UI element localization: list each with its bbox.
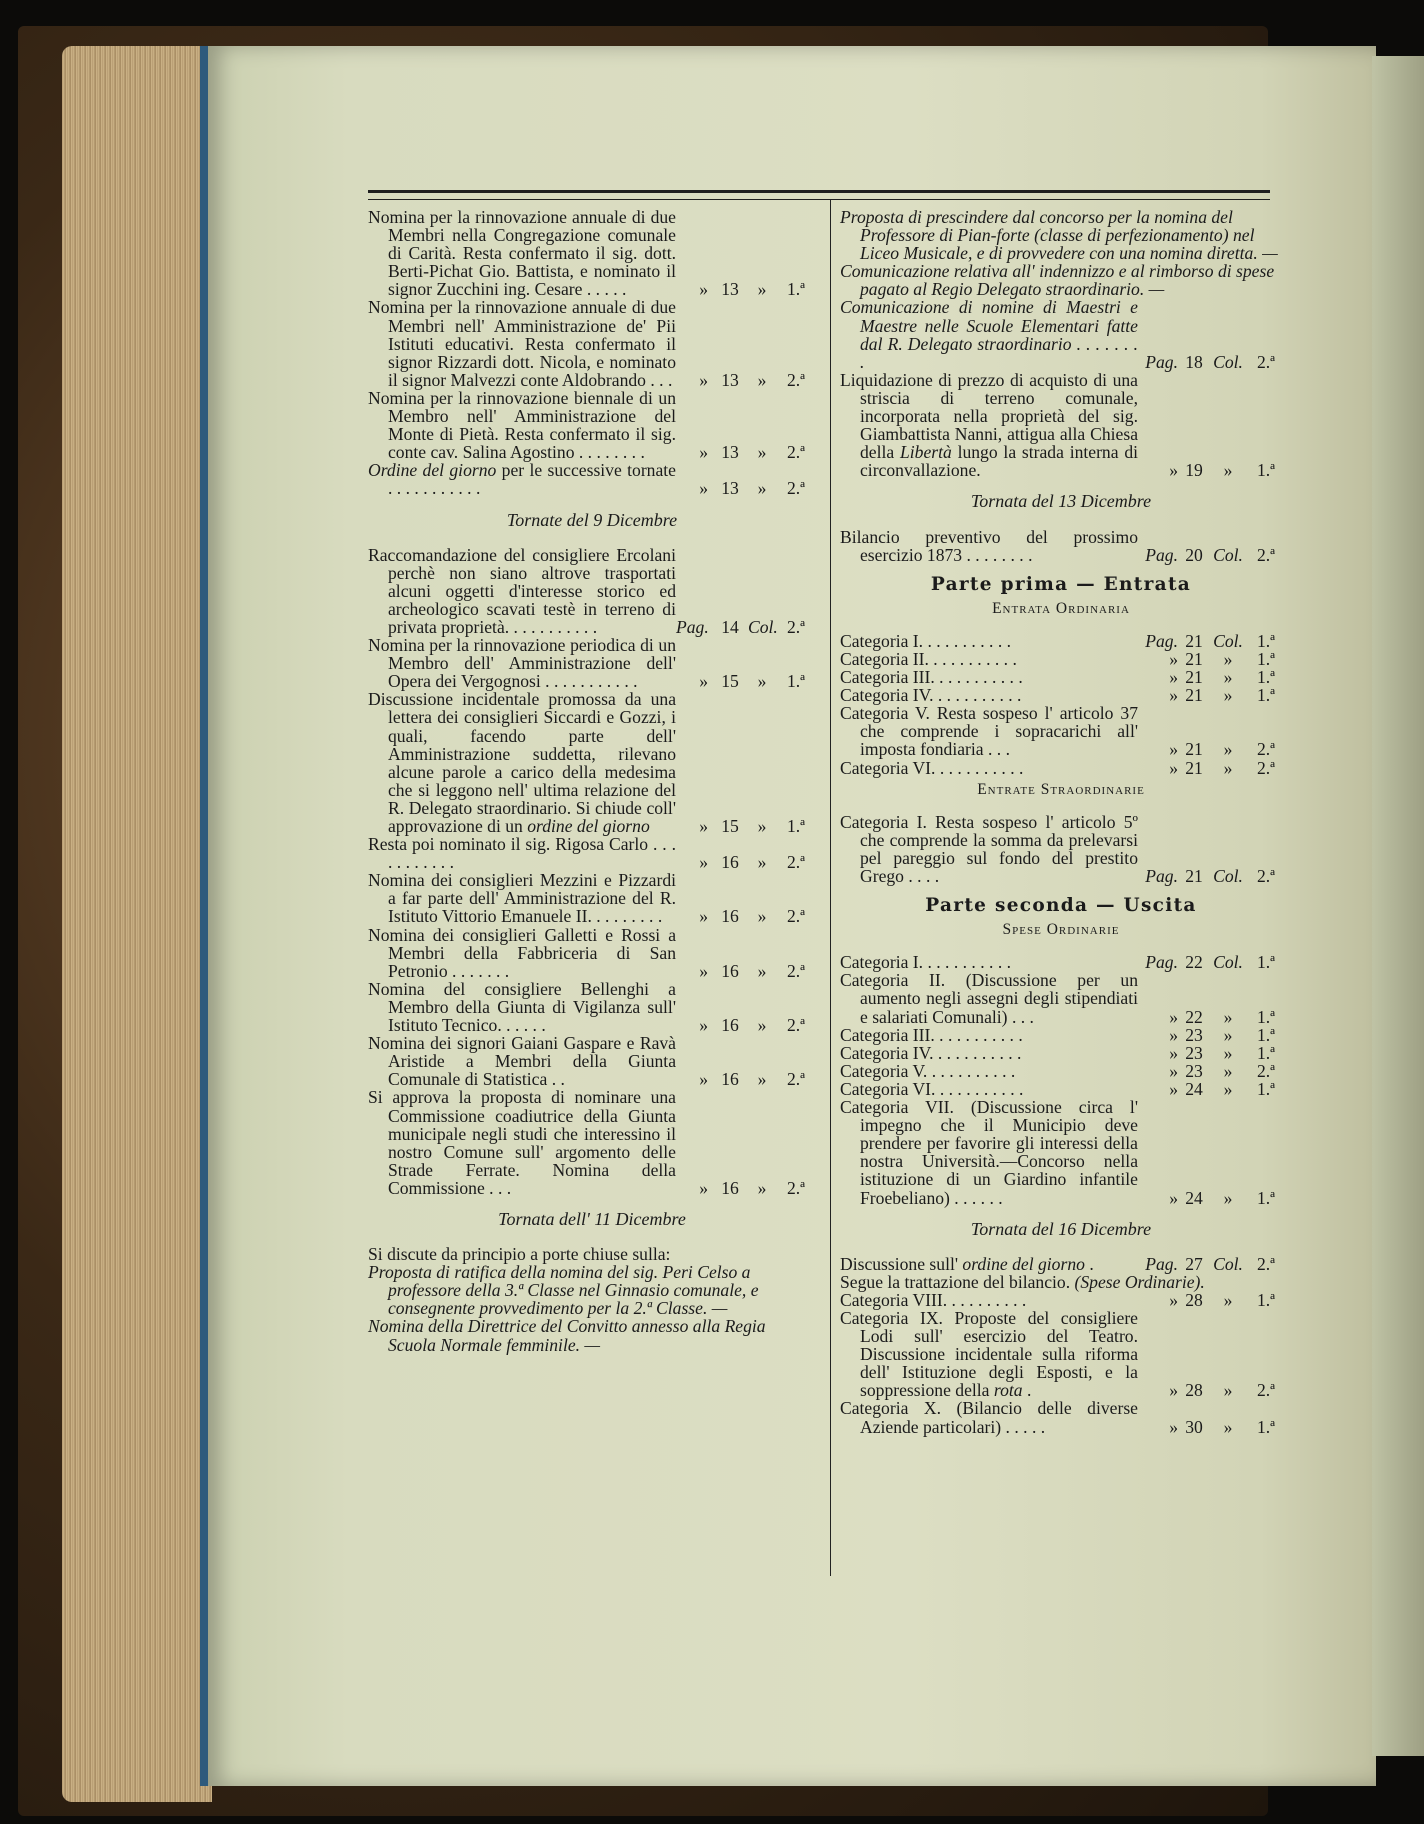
index-entry <box>840 1291 1282 1309</box>
page-number: 22 <box>1185 1006 1203 1027</box>
column-number: 2.ª <box>786 1069 806 1090</box>
column-marker: » <box>1223 1006 1233 1027</box>
column-number: 2.ª <box>1256 866 1276 886</box>
entry-description: Nomina dei consiglieri Galletti e Rossi a Membri della Fabbriceria di San Petronio . . . . . . . <box>368 924 676 981</box>
index-entry <box>368 871 816 925</box>
entry-description-cont: . <box>1022 1380 1032 1401</box>
page-marker: » <box>1169 685 1178 706</box>
column-marker: » <box>757 369 767 390</box>
page-number: 15 <box>721 671 739 692</box>
column-marker: Col. <box>1213 952 1243 973</box>
index-entry <box>840 1309 1282 1399</box>
index-entry <box>840 971 1282 1025</box>
column-number: 2.ª <box>1256 544 1276 565</box>
page-marker: Pag. <box>676 616 709 637</box>
entry-text <box>368 835 676 871</box>
index-entry <box>840 1098 1282 1207</box>
column-number: 1.ª <box>1256 952 1276 973</box>
column-marker: » <box>1223 1024 1233 1045</box>
column-marker: » <box>757 442 767 463</box>
entry-description: Nomina per la rinnovazione biennale di un Membro nell' Amministrazione del Monte di Pietà. Resta confermato il sig. conte cav. Salina Agostino . . . . . . . . <box>368 387 676 463</box>
entry-description-cont: . <box>1084 1253 1094 1274</box>
column-number: 1.ª <box>786 279 806 300</box>
entry-description: Categoria VIII. . . . . . . . . . <box>840 1289 1027 1310</box>
entry-description: Categoria IV. . . . . . . . . . . <box>840 1042 1022 1063</box>
column-marker: » <box>1223 757 1233 778</box>
page-number: 23 <box>1185 1060 1203 1081</box>
index-entry <box>368 461 816 497</box>
column-number: 2.ª <box>1256 351 1276 372</box>
entry-text <box>368 690 676 835</box>
page-marker: » <box>1169 667 1178 688</box>
column-number: 2.ª <box>786 478 806 499</box>
part-heading: Parte seconda — Uscita <box>925 895 1197 917</box>
page-marker: » <box>699 478 708 499</box>
page-marker: » <box>1169 1416 1178 1437</box>
column-marker: » <box>1223 1289 1233 1310</box>
page-marker: » <box>1169 757 1178 778</box>
paragraph-text: Comunicazione relativa all' indennizzo e al rimborso di spese pagato al Regio Delegato straordinario. — <box>840 261 1275 300</box>
page-marker: Pag. <box>1145 544 1178 565</box>
entry-italic-text: ordine del giorno <box>527 816 650 836</box>
session-heading: Tornata del 16 Dicembre <box>970 1218 1152 1239</box>
column-marker: » <box>757 1015 767 1036</box>
page-number: 21 <box>1185 685 1203 706</box>
page-marker: » <box>1169 648 1178 669</box>
entry-description: Categoria V. . . . . . . . . . . <box>840 1060 1016 1081</box>
entry-text <box>840 1062 1138 1080</box>
column-number: 1.ª <box>786 816 806 836</box>
entry-text <box>840 1255 1138 1273</box>
page-number: 21 <box>1185 667 1203 688</box>
entry-description: Categoria III. . . . . . . . . . . <box>840 1024 1023 1045</box>
entry-text <box>840 668 1138 686</box>
index-entry <box>368 980 816 1034</box>
entry-text <box>368 208 676 298</box>
entry-text <box>368 298 676 388</box>
page-marker: » <box>1169 1006 1178 1027</box>
entry-text <box>840 971 1138 1025</box>
column-marker: » <box>757 816 767 836</box>
column-marker: Col. <box>1213 351 1243 372</box>
index-entry <box>840 813 1282 885</box>
entry-text <box>840 632 1138 650</box>
index-paragraph <box>840 208 1282 262</box>
paragraph-text: Proposta di ratifica della nomina del sig. Peri Celso a professore della 3.ª Classe nel Ginnasio comunale, e consegnente provvedimento per la 2.ª Classe. — <box>368 1262 759 1319</box>
page-marker: » <box>1169 1187 1178 1208</box>
paragraph-text: Nomina della Direttrice del Convitto annesso alla Regia Scuola Normale femminile. — <box>368 1316 766 1355</box>
entry-description-cont: lungo la strada interna di circonvallazione. <box>860 442 1139 481</box>
page-marker: » <box>699 816 708 836</box>
index-entry <box>368 690 816 835</box>
index-entry <box>840 1062 1282 1080</box>
page-number: 13 <box>721 369 739 390</box>
column-number: 1.ª <box>1256 1024 1276 1045</box>
page-number: 18 <box>1185 351 1203 372</box>
column-number: 2.ª <box>786 960 806 981</box>
index-entry <box>368 835 816 871</box>
column-marker: » <box>757 671 767 692</box>
page-marker: » <box>1169 739 1178 760</box>
column-marker: » <box>1223 1187 1233 1208</box>
entry-description: Nomina per la rinnovazione periodica di un Membro dell' Amministrazione dell' Opera dei Vergognosi . . . . . . . . . . . <box>368 635 676 692</box>
page-number: 15 <box>721 816 739 836</box>
column-number: 2.ª <box>786 906 806 927</box>
page-marker: » <box>1169 1078 1178 1099</box>
session-heading: Tornate del 9 Dicembre <box>506 509 678 530</box>
page-marker: » <box>1169 460 1178 481</box>
entry-text <box>368 636 676 690</box>
column-marker: » <box>1223 1416 1233 1437</box>
index-entry <box>840 371 1282 480</box>
entry-text <box>840 953 1138 971</box>
part-heading: Parte prima — Entrata <box>930 573 1192 595</box>
index-entry <box>840 528 1282 564</box>
entry-text <box>840 704 1138 758</box>
index-entry <box>840 298 1282 370</box>
index-paragraph <box>368 1263 816 1317</box>
page-number: 16 <box>721 1177 739 1198</box>
page-marker: » <box>1169 1060 1178 1081</box>
index-entry <box>368 208 816 298</box>
page-number: 27 <box>1185 1253 1203 1274</box>
page-number: 23 <box>1185 1042 1203 1063</box>
index-entry <box>840 1044 1282 1062</box>
column-number: 1.ª <box>1256 1416 1276 1437</box>
column-marker: » <box>1223 1042 1233 1063</box>
entry-text <box>840 759 1138 777</box>
column-number: 1.ª <box>1256 1006 1276 1027</box>
entry-description: Categoria VI. . . . . . . . . . . <box>840 1078 1024 1099</box>
index-entry <box>840 632 1282 650</box>
paragraph-italic-text: (Spese Ordinarie). <box>1074 1271 1205 1292</box>
column-number: 1.ª <box>1256 1187 1276 1208</box>
column-marker: » <box>1223 460 1233 481</box>
page-marker: Pag. <box>1145 952 1178 973</box>
index-entry <box>840 668 1282 686</box>
page-marker: » <box>699 671 708 692</box>
column-number: 2.ª <box>1256 1253 1276 1274</box>
entry-text <box>840 1098 1138 1207</box>
entry-description: Categoria IV. . . . . . . . . . . <box>840 685 1022 706</box>
entry-text <box>840 1026 1138 1044</box>
page-number: 16 <box>721 852 739 873</box>
index-column-right <box>840 208 1282 1436</box>
column-number: 1.ª <box>786 671 806 692</box>
entry-text <box>840 528 1138 564</box>
column-marker: » <box>1223 648 1233 669</box>
entry-text <box>840 298 1138 370</box>
entry-description: Categoria VI. . . . . . . . . . . <box>840 757 1024 778</box>
column-marker: » <box>1223 739 1233 760</box>
entry-text <box>840 650 1138 668</box>
column-marker: Col. <box>1213 1253 1243 1274</box>
page-number: 14 <box>721 616 739 637</box>
entry-text <box>840 1291 1138 1309</box>
entry-text <box>840 686 1138 704</box>
column-number: 2.ª <box>1256 1380 1276 1401</box>
page-marker: Pag. <box>1145 351 1178 372</box>
entry-description: Comunicazione di nomine di Maestri e Maestre nelle Scuole Elementari fatte dal R. Delegato straordinario . . . . . . . . <box>840 297 1138 372</box>
page-marker: » <box>699 279 708 300</box>
entry-description: Nomina dei consiglieri Mezzini e Pizzardi a far parte dell' Amministrazione del R. Istituto Vittorio Emanuele II. . . . . . . . . <box>368 870 676 927</box>
column-marker: Col. <box>1213 866 1243 886</box>
paragraph-text: Si discute da principio a porte chiuse sulla: <box>368 1244 671 1265</box>
page-number: 24 <box>1185 1078 1203 1099</box>
section-subheading: Entrate Straordinarie <box>977 780 1145 798</box>
index-entry <box>840 704 1282 758</box>
page-edges <box>62 46 212 1802</box>
column-marker: » <box>1223 667 1233 688</box>
column-marker: » <box>757 478 767 499</box>
index-entry <box>368 389 816 461</box>
entry-description: Categoria VII. (Discussione circa l' impegno che il Municipio deve prendere per favorire gli interessi della nostra Università.—Concorso nella istituzione di un Giardino infantile Froebeliano) . . . . . . <box>840 1097 1138 1208</box>
index-paragraph <box>840 262 1282 298</box>
entry-description: Nomina per la rinnovazione annuale di due Membri nell' Amministrazione de' Pii Istituti educativi. Resta confermato il signor Rizzardi dott. Nicola, e nominato il signor Malvezzi conte Aldobrando . . . <box>368 297 676 390</box>
entry-text <box>368 461 676 497</box>
header-rule <box>368 190 1270 200</box>
index-entry <box>368 636 816 690</box>
entry-italic-text: rota <box>993 1380 1023 1401</box>
session-heading: Tornata del 13 Dicembre <box>970 491 1152 512</box>
column-number: 2.ª <box>786 369 806 390</box>
entry-description: Categoria X. (Bilancio delle diverse Aziende particolari) . . . . . <box>840 1398 1138 1437</box>
entry-description: Categoria I. . . . . . . . . . . <box>840 630 1012 651</box>
page-number: 21 <box>1185 866 1203 886</box>
index-entry <box>368 926 816 980</box>
page-marker: » <box>1169 1289 1178 1310</box>
next-page-edge <box>1372 56 1424 1756</box>
entry-description: Si approva la proposta di nominare una Commissione coadiutrice della Giunta municipale negli studi che interessino il nostro Comune sull' argomento delle Strade Ferrate. Nomina della Commissione . . . <box>368 1087 676 1198</box>
entry-text <box>368 871 676 925</box>
entry-text <box>368 1088 676 1197</box>
page-marker: Pag. <box>1145 866 1178 886</box>
column-marker: Col. <box>1213 630 1243 651</box>
page-marker: » <box>699 906 708 927</box>
column-number: 2.ª <box>1256 1060 1276 1081</box>
page-number: 21 <box>1185 739 1203 760</box>
index-entry <box>368 1088 816 1197</box>
entry-description: Nomina del consigliere Bellenghi a Membro della Giunta di Vigilanza sull' Istituto Tecnico. . . . . . <box>368 978 676 1036</box>
column-number: 2.ª <box>1256 757 1276 778</box>
entry-text <box>840 371 1138 480</box>
entry-description: Categoria II. . . . . . . . . . . <box>840 648 1017 669</box>
section-subheading: Entrata Ordinaria <box>992 599 1130 617</box>
entry-italic-text: ordine del giorno <box>962 1253 1085 1274</box>
entry-description: Categoria IX. Proposte del consigliere Lodi sull' esercizio del Teatro. Discussione incidentale sulla riforma dell' Istituzione degli Esposti, e la soppressione della <box>840 1307 1138 1401</box>
index-paragraph <box>368 1245 816 1263</box>
column-number: 1.ª <box>1256 1078 1276 1099</box>
index-entry <box>368 1034 816 1088</box>
column-marker: » <box>757 1177 767 1198</box>
page-number: 24 <box>1185 1187 1203 1208</box>
entry-text <box>840 813 1138 885</box>
entry-description: Categoria II. (Discussione per un aumento negli assegni degli stipendiati e salariati Comunali) . . . <box>840 970 1138 1027</box>
page-number: 13 <box>721 442 739 463</box>
page-number: 28 <box>1185 1380 1203 1401</box>
entry-description: Resta poi nominato il sig. Rigosa Carlo . . . . . . . . . . . <box>368 834 676 873</box>
entry-description: Categoria V. Resta sospeso l' articolo 37 che comprende i sopracarichi all' imposta fondiaria . . . <box>840 703 1138 760</box>
page-number: 23 <box>1185 1024 1203 1045</box>
page-number: 13 <box>721 279 739 300</box>
column-number: 1.ª <box>1256 1289 1276 1310</box>
index-entry <box>840 650 1282 668</box>
entry-description: Categoria I. . . . . . . . . . . <box>840 952 1012 973</box>
index-entry <box>368 546 816 636</box>
entry-italic-text: Libertà <box>899 442 952 463</box>
column-number: 1.ª <box>1256 667 1276 688</box>
column-marker: » <box>1223 1060 1233 1081</box>
entry-description: Nomina dei signori Gaiani Gaspare e Ravà Aristide a Membri della Giunta Comunale di Statistica . . <box>368 1033 676 1090</box>
column-number: 2.ª <box>786 1015 806 1036</box>
column-marker: » <box>757 279 767 300</box>
entry-text <box>368 980 676 1034</box>
column-marker: » <box>1223 1078 1233 1099</box>
page-number: 20 <box>1185 544 1203 565</box>
column-marker: » <box>1223 1380 1233 1401</box>
paragraph-text: Segue la trattazione del bilancio. <box>840 1271 1071 1292</box>
column-marker: » <box>757 1069 767 1090</box>
page-number: 19 <box>1185 460 1203 481</box>
column-number: 1.ª <box>1256 648 1276 669</box>
page-number: 22 <box>1185 952 1203 973</box>
index-column-left <box>368 208 816 1354</box>
entry-description: Categoria III. . . . . . . . . . . <box>840 667 1023 688</box>
page-number: 21 <box>1185 757 1203 778</box>
entry-text <box>840 1309 1138 1399</box>
page-marker: » <box>699 1015 708 1036</box>
entry-description: Bilancio preventivo del prossimo esercizio 1873 . . . . . . . . <box>840 526 1138 565</box>
index-entry <box>840 1255 1282 1273</box>
page-number: 16 <box>721 906 739 927</box>
page-marker: » <box>699 1069 708 1090</box>
index-entry <box>368 298 816 388</box>
index-entry <box>840 1026 1282 1044</box>
entry-description: Discussione incidentale promossa da una lettera dei consiglieri Siccardi e Gozzi, i quali, facendo parte dell' Amministrazione suddetta, rilevano alcune parole a carico della medesima che si leggono nell' ultima relazione del R. Delegato straordinario. Si chiude coll' approvazione di un <box>368 689 676 836</box>
entry-text <box>840 1080 1138 1098</box>
entry-description: Nomina per la rinnovazione annuale di due Membri nella Congregazione comunale di Carità. Resta confermato il sig. dott. Berti-Pichat Gio. Battista, e nominato il signor Zucchini ing. Cesare . . . . . <box>368 207 676 300</box>
column-number: 2.ª <box>786 616 806 637</box>
page-marker: » <box>699 369 708 390</box>
index-entry <box>840 1080 1282 1098</box>
column-number: 1.ª <box>1256 630 1276 651</box>
entry-text <box>368 389 676 461</box>
page-marker: » <box>1169 1042 1178 1063</box>
paragraph-text: Proposta di prescindere dal concorso per la nomina del Professore di Pian-forte (classe di perfezionamento) nel Liceo Musicale, e di provvedere con una nomina diretta. — <box>840 207 1278 264</box>
page-marker: Pag. <box>1145 630 1178 651</box>
index-entry <box>840 1399 1282 1435</box>
column-number: 2.ª <box>1256 739 1276 760</box>
column-number: 1.ª <box>1256 460 1276 481</box>
page-number: 13 <box>721 478 739 499</box>
index-entry <box>840 759 1282 777</box>
entry-text <box>368 1034 676 1088</box>
page-marker: » <box>699 852 708 873</box>
page-number: 28 <box>1185 1289 1203 1310</box>
entry-text <box>840 1044 1138 1062</box>
entry-description: Discussione sull' <box>840 1253 963 1274</box>
entry-description: Categoria I. Resta sospeso l' articolo 5º che comprende la somma da prelevarsi pel pareggio sul fondo del prestito Grego . . . . <box>840 811 1138 886</box>
column-marker: » <box>757 960 767 981</box>
column-number: 2.ª <box>786 1177 806 1198</box>
column-number: 1.ª <box>1256 1042 1276 1063</box>
index-entry <box>840 686 1282 704</box>
page-number: 16 <box>721 960 739 981</box>
column-marker: Col. <box>1213 544 1243 565</box>
page-marker: » <box>699 960 708 981</box>
page-marker: » <box>1169 1024 1178 1045</box>
index-entry <box>840 953 1282 971</box>
column-marker: » <box>757 906 767 927</box>
page-number: 21 <box>1185 648 1203 669</box>
page-number: 21 <box>1185 630 1203 651</box>
column-number: 1.ª <box>1256 685 1276 706</box>
column-number: 2.ª <box>786 442 806 463</box>
index-paragraph <box>368 1317 816 1353</box>
column-marker: » <box>757 852 767 873</box>
page-number: 16 <box>721 1069 739 1090</box>
page-marker: » <box>1169 1380 1178 1401</box>
entry-description: Raccomandazione del consigliere Ercolani perchè non siano altrove trasportati alcuni oggetti d'interesse storico ed archeologico scavati testè in terreno di privata proprietà. . . . . . . . . . . <box>368 544 676 637</box>
entry-text <box>368 926 676 980</box>
entry-italic-text: Ordine del giorno <box>368 460 497 481</box>
index-paragraph <box>840 1273 1282 1291</box>
page-number: 30 <box>1185 1416 1203 1437</box>
column-marker: Col. <box>748 616 778 637</box>
page-marker: Pag. <box>1145 1253 1178 1274</box>
page-number: 16 <box>721 1015 739 1036</box>
entry-description: Liquidazione di prezzo di acquisto di una striscia di terreno comunale, incorporata nella proprietà del sig. Giambattista Nanni, attigua alla Chiesa della <box>840 369 1138 463</box>
page-marker: » <box>699 1177 708 1198</box>
entry-text <box>368 546 676 636</box>
entry-text <box>840 1399 1138 1435</box>
column-marker: » <box>1223 685 1233 706</box>
session-heading: Tornata dell' 11 Dicembre <box>498 1208 686 1229</box>
column-number: 2.ª <box>786 852 806 873</box>
section-subheading: Spese Ordinarie <box>1002 921 1120 939</box>
column-divider <box>830 200 831 1576</box>
page-marker: » <box>699 442 708 463</box>
entry-description: per le successive tornate . . . . . . . . . . . <box>388 460 676 499</box>
